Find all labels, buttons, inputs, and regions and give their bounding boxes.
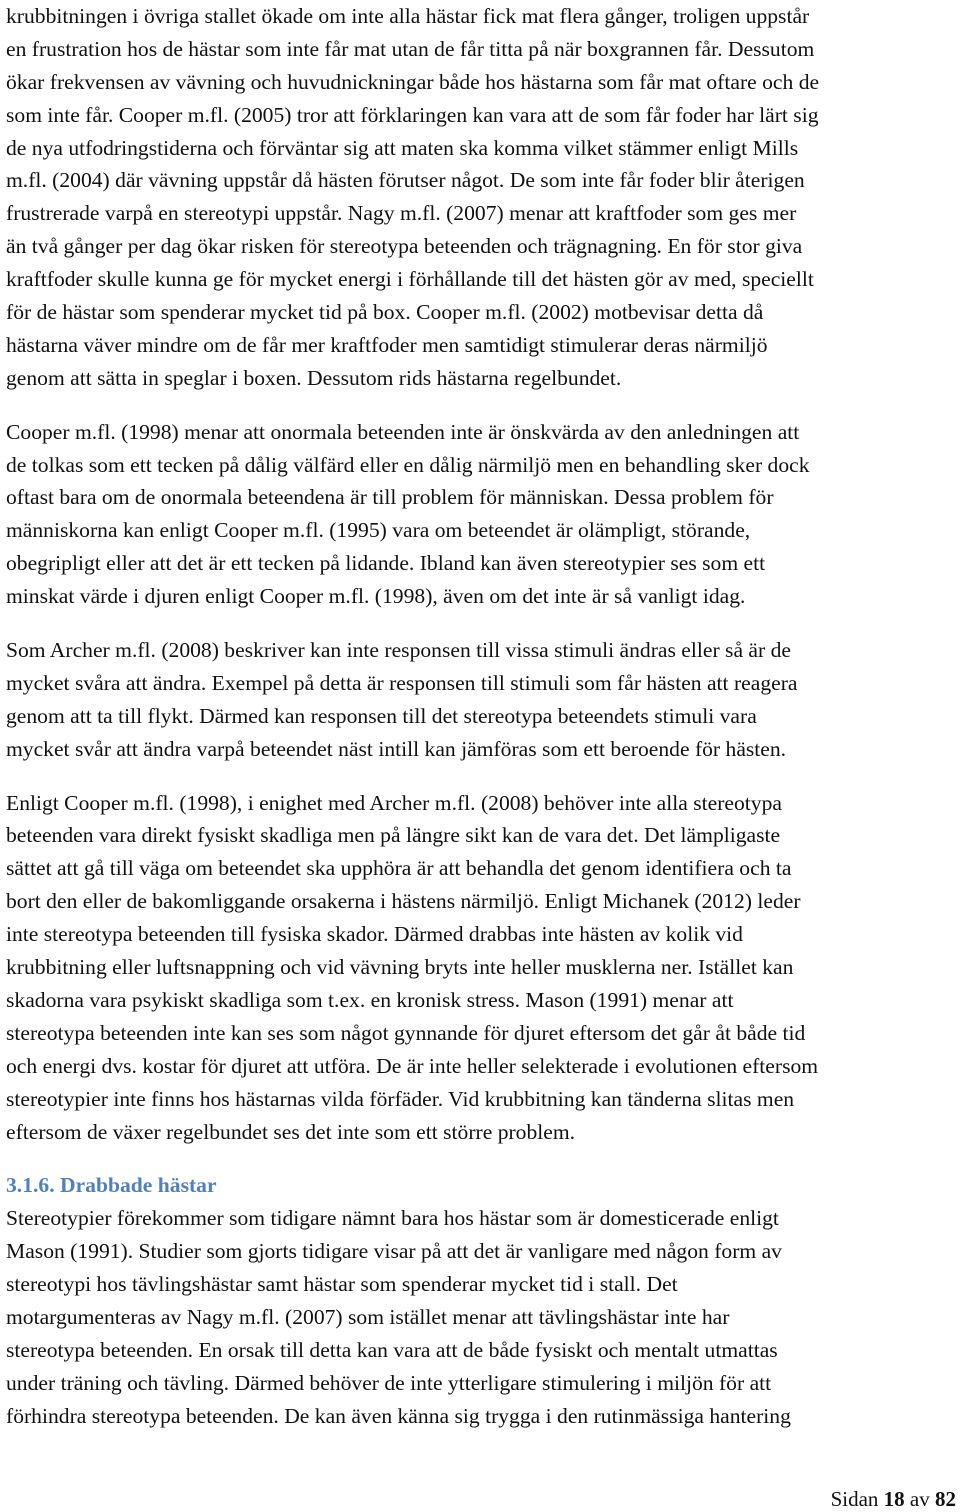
text-line: bort den eller de bakomliggande orsakerna i hästens närmiljö. Enligt Michanek (2012) leder (6, 889, 801, 914)
text-line: ökar frekvensen av vävning och huvudnickningar både hos hästarna som får mat oftare och de (6, 69, 820, 94)
text-line: Mason (1991). Studier som gjorts tidigare visar på att det är vanligare med någon form av (6, 1239, 782, 1264)
text-line: genom att sätta in speglar i boxen. Dessutom rids hästarna regelbundet. (6, 365, 622, 390)
text-line: och energi dvs. kostar för djuret att utföra. De är inte heller selekterade i evolutionen eftersom (6, 1053, 819, 1078)
text-line: kraftfoder skulle kunna ge för mycket energi i förhållande till det hästen gör av med, speciellt (6, 267, 814, 292)
text-line: Cooper m.fl. (1998) menar att onormala beteenden inte är önskvärda av den anledningen att (6, 419, 800, 444)
paragraph-1 (6, 0, 954, 395)
text-line: sättet att gå till väga om beteendet ska upphöra är att behandla det genom identifiera och ta (6, 856, 792, 881)
text-line: skadorna vara psykiskt skadliga som t.ex. en kronisk stress. Mason (1991) menar att (6, 987, 734, 1012)
text-line: stereotypa beteenden. En orsak till detta kan vara att de både fysiskt och mentalt utmattas (6, 1337, 778, 1362)
text-line: hästarna väver mindre om de får mer kraftfoder men samtidigt stimulerar deras närmiljö (6, 332, 768, 357)
text-line: en frustration hos de hästar som inte får mat utan de får titta på när boxgrannen får. Dessutom (6, 36, 815, 61)
text-line: stereotypi hos tävlingshästar samt hästar som spenderar mycket tid i stall. Det (6, 1272, 678, 1297)
paragraph-spacer (6, 395, 954, 416)
paragraph-spacer (6, 766, 954, 787)
text-line: motargumenteras av Nagy m.fl. (2007) som istället menar att tävlingshästar inte har (6, 1304, 730, 1329)
text-line: krubbitning eller luftsnappning och vid vävning bryts inte heller musklerna ner. Istället kan (6, 955, 794, 980)
text-line: mycket svår att ändra varpå beteendet näst intill kan jämföras som ett beroende för hästen. (6, 736, 787, 761)
paragraph-2 (6, 416, 954, 613)
text-line: stereotypa beteenden inte kan ses som något gynnande för djuret eftersom det går åt både tid (6, 1020, 806, 1045)
text-line: än två gånger per dag ökar risken för stereotypa beteenden och trägnagning. En för stor giva (6, 234, 803, 259)
paragraph-spacer (6, 1148, 954, 1169)
text-line: Enligt Cooper m.fl. (1998), i enighet med Archer m.fl. (2008) behöver inte alla stereotypa (6, 790, 782, 815)
footer-prefix: Sidan (830, 1487, 884, 1511)
text-line: genom att ta till flykt. Därmed kan responsen till det stereotypa beteendets stimuli vara (6, 703, 757, 728)
text-line: krubbitningen i övriga stallet ökade om inte alla hästar fick mat flera gånger, troligen uppstår (6, 4, 810, 28)
total-pages-number: 82 (935, 1487, 956, 1511)
section-3-1-6 (6, 1169, 954, 1432)
text-line: beteenden vara direkt fysiskt skadliga men på längre sikt kan de vara det. Det lämpligaste (6, 823, 781, 848)
text-line: de tolkas som ett tecken på dålig välfärd eller en dålig närmiljö men en behandling sker dock (6, 452, 810, 477)
text-line: under träning och tävling. Därmed behöver de inte ytterligare stimulering i miljön för att (6, 1370, 772, 1395)
paragraph-spacer (6, 613, 954, 634)
text-line: människorna kan enligt Cooper m.fl. (1995) vara om beteendet är olämpligt, störande, (6, 518, 751, 543)
document-page (6, 0, 954, 1433)
page-footer (831, 1486, 956, 1512)
section-heading: 3.1.6. Drabbade hästar (6, 1173, 217, 1198)
text-line: Som Archer m.fl. (2008) beskriver kan inte responsen till vissa stimuli ändras eller så är de (6, 638, 791, 663)
text-line: förhindra stereotypa beteenden. De kan även känna sig trygga i den rutinmässiga hantering (6, 1403, 791, 1428)
text-line: m.fl. (2004) där vävning uppstår då hästen förutser något. De som inte får foder blir återigen (6, 168, 805, 193)
text-line: som inte får. Cooper m.fl. (2005) tror att förklaringen kan vara att de som får foder har lärt sig (6, 102, 819, 127)
text-line: de nya utfodringstiderna och förväntar sig att maten ska komma vilket stämmer enligt Mills (6, 135, 799, 160)
text-line: för de hästar som spenderar mycket tid på box. Cooper m.fl. (2002) motbevisar detta då (6, 300, 764, 325)
paragraph-3 (6, 634, 954, 766)
text-line: Stereotypier förekommer som tidigare nämnt bara hos hästar som är domesticerade enligt (6, 1206, 779, 1231)
paragraph-4 (6, 787, 954, 1149)
text-line: mycket svåra att ändra. Exempel på detta är responsen till stimuli som får hästen att reagera (6, 670, 798, 695)
text-line: obegripligt eller att det är ett tecken på lidande. Ibland kan även stereotypier ses som ett (6, 551, 766, 576)
footer-separator: av (904, 1487, 935, 1511)
text-line: inte stereotypa beteenden till fysiska skador. Därmed drabbas inte hästen av kolik vid (6, 922, 743, 947)
text-line: frustrerade varpå en stereotypi uppstår. Nagy m.fl. (2007) menar att kraftfoder som ges mer (6, 201, 797, 226)
text-line: oftast bara om de onormala beteendena är till problem för människan. Dessa problem för (6, 485, 774, 510)
text-line: minskat värde i djuren enligt Cooper m.fl. (1998), även om det inte är så vanligt idag. (6, 584, 746, 609)
text-line: eftersom de växer regelbundet ses det inte som ett större problem. (6, 1119, 576, 1144)
current-page-number: 18 (883, 1487, 905, 1511)
text-line: stereotypier inte finns hos hästarnas vilda förfäder. Vid krubbitning kan tänderna slitas men (6, 1086, 795, 1111)
